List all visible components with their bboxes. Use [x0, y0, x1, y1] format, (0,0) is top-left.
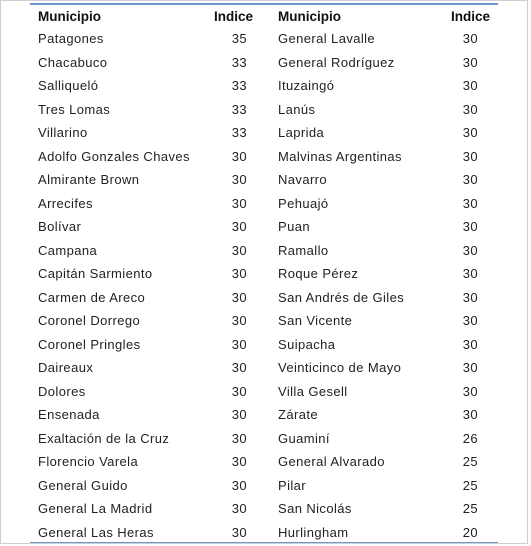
indice-left-cell: 30: [231, 195, 247, 211]
indice-right-cell: 30: [462, 383, 478, 399]
table-row: [30, 192, 498, 216]
municipio-right-cell: San Nicolás: [278, 501, 352, 517]
table-row: [30, 403, 498, 427]
municipio-right-cell: General Lavalle: [278, 31, 376, 47]
indice-left-cell: 30: [231, 524, 247, 540]
municipio-left-cell: Coronel Pringles: [38, 336, 141, 352]
municipio-right-cell: Guaminí: [278, 430, 330, 446]
table-row: [30, 356, 498, 380]
table-row: [30, 27, 498, 51]
table-row: [30, 521, 498, 545]
municipio-left-cell: Bolívar: [38, 219, 82, 235]
indice-right-cell: 20: [462, 524, 478, 540]
municipio-left-cell: Ensenada: [38, 407, 100, 423]
table-row: [30, 474, 498, 498]
indice-left-cell: 30: [231, 430, 247, 446]
municipio-right-cell: Zárate: [278, 407, 318, 423]
municipio-index-table-container: [30, 5, 498, 544]
municipio-right-cell: Hurlingham: [278, 524, 349, 540]
municipio-left-cell: Carmen de Areco: [38, 289, 146, 305]
indice-right-cell: 25: [462, 454, 478, 470]
indice-left-cell: 33: [231, 101, 247, 117]
municipio-left-cell: Arrecifes: [38, 195, 93, 211]
indice-left-cell: 33: [231, 125, 247, 141]
indice-right-cell: 30: [462, 360, 478, 376]
indice-left-cell: 30: [231, 219, 247, 235]
table-row: [30, 98, 498, 122]
table-row: [30, 145, 498, 169]
municipio-left-cell: Adolfo Gonzales Chaves: [38, 148, 190, 164]
indice-left-cell: 30: [231, 289, 247, 305]
table-row: [30, 380, 498, 404]
municipio-left-cell: Exaltación de la Cruz: [38, 430, 170, 446]
indice-left-cell: 30: [231, 336, 247, 352]
municipio-right-cell: Veinticinco de Mayo: [278, 360, 402, 376]
municipio-left-cell: General Guido: [38, 477, 128, 493]
municipio-right-cell: San Andrés de Giles: [278, 289, 405, 305]
table-row: [30, 286, 498, 310]
indice-right-cell: 25: [462, 501, 478, 517]
municipio-left-cell: Tres Lomas: [38, 101, 111, 117]
municipio-right-cell: Pilar: [278, 477, 307, 493]
municipio-left-cell: Coronel Dorrego: [38, 313, 141, 329]
table-row: [30, 450, 498, 474]
indice-right-cell: 25: [462, 477, 478, 493]
indice-left-cell: 33: [231, 78, 247, 94]
indice-right-cell: 30: [462, 78, 478, 94]
header-indice-right: Indice: [450, 8, 490, 24]
table-row: [30, 215, 498, 239]
municipio-right-cell: Roque Pérez: [278, 266, 359, 282]
indice-left-cell: 33: [231, 54, 247, 70]
municipio-left-cell: Campana: [38, 242, 98, 258]
table-row: [30, 51, 498, 75]
indice-right-cell: 30: [462, 172, 478, 188]
indice-left-cell: 30: [231, 454, 247, 470]
table-row: [30, 309, 498, 333]
indice-left-cell: 30: [231, 266, 247, 282]
municipio-right-cell: General Alvarado: [278, 454, 385, 470]
table-body: [30, 27, 498, 544]
table-row: [30, 121, 498, 145]
indice-right-cell: 30: [462, 219, 478, 235]
municipio-left-cell: Florencio Varela: [38, 454, 139, 470]
table-header-row: [30, 5, 498, 27]
header-municipio-right: Municipio: [278, 8, 341, 24]
indice-left-cell: 30: [231, 407, 247, 423]
municipio-right-cell: Ramallo: [278, 242, 329, 258]
municipio-right-cell: Navarro: [278, 172, 328, 188]
header-municipio-left: Municipio: [38, 8, 101, 24]
municipio-left-cell: Salliqueló: [38, 78, 99, 94]
indice-right-cell: 30: [462, 31, 478, 47]
municipio-right-cell: Laprida: [278, 125, 325, 141]
table-row: [30, 239, 498, 263]
table-row: [30, 74, 498, 98]
indice-left-cell: 30: [231, 501, 247, 517]
municipio-left-cell: Almirante Brown: [38, 172, 140, 188]
table-row: [30, 497, 498, 521]
indice-left-cell: 30: [231, 242, 247, 258]
indice-right-cell: 30: [462, 407, 478, 423]
municipio-right-cell: Puan: [278, 219, 310, 235]
indice-left-cell: 30: [231, 360, 247, 376]
indice-right-cell: 30: [462, 242, 478, 258]
indice-right-cell: 26: [462, 430, 478, 446]
indice-right-cell: 30: [462, 125, 478, 141]
municipio-index-table: [30, 5, 498, 544]
indice-right-cell: 30: [462, 266, 478, 282]
indice-left-cell: 35: [231, 31, 247, 47]
municipio-left-cell: Villarino: [38, 125, 88, 141]
municipio-right-cell: San Vicente: [278, 313, 353, 329]
municipio-left-cell: Patagones: [38, 31, 104, 47]
municipio-left-cell: Chacabuco: [38, 54, 108, 70]
municipio-right-cell: Malvinas Argentinas: [278, 148, 402, 164]
indice-left-cell: 30: [231, 148, 247, 164]
indice-right-cell: 30: [462, 54, 478, 70]
municipio-right-cell: Villa Gesell: [278, 383, 348, 399]
table-row: [30, 168, 498, 192]
municipio-left-cell: Daireaux: [38, 360, 94, 376]
indice-left-cell: 30: [231, 477, 247, 493]
indice-left-cell: 30: [231, 172, 247, 188]
table-row: [30, 333, 498, 357]
municipio-left-cell: Dolores: [38, 383, 86, 399]
indice-right-cell: 30: [462, 313, 478, 329]
indice-right-cell: 30: [462, 289, 478, 305]
indice-left-cell: 30: [231, 383, 247, 399]
municipio-left-cell: General Las Heras: [38, 524, 154, 540]
municipio-right-cell: Pehuajó: [278, 195, 329, 211]
table-row: [30, 427, 498, 451]
indice-left-cell: 30: [231, 313, 247, 329]
municipio-right-cell: Suipacha: [278, 336, 336, 352]
indice-right-cell: 30: [462, 336, 478, 352]
table-row: [30, 262, 498, 286]
table-bottom-rule: [30, 542, 498, 543]
indice-right-cell: 30: [462, 101, 478, 117]
header-indice-left: Indice: [213, 8, 253, 24]
indice-right-cell: 30: [462, 148, 478, 164]
municipio-right-cell: Ituzaingó: [278, 78, 335, 94]
municipio-right-cell: General Rodríguez: [278, 54, 395, 70]
municipio-left-cell: Capitán Sarmiento: [38, 266, 153, 282]
indice-right-cell: 30: [462, 195, 478, 211]
municipio-right-cell: Lanús: [278, 101, 316, 117]
municipio-left-cell: General La Madrid: [38, 501, 153, 517]
